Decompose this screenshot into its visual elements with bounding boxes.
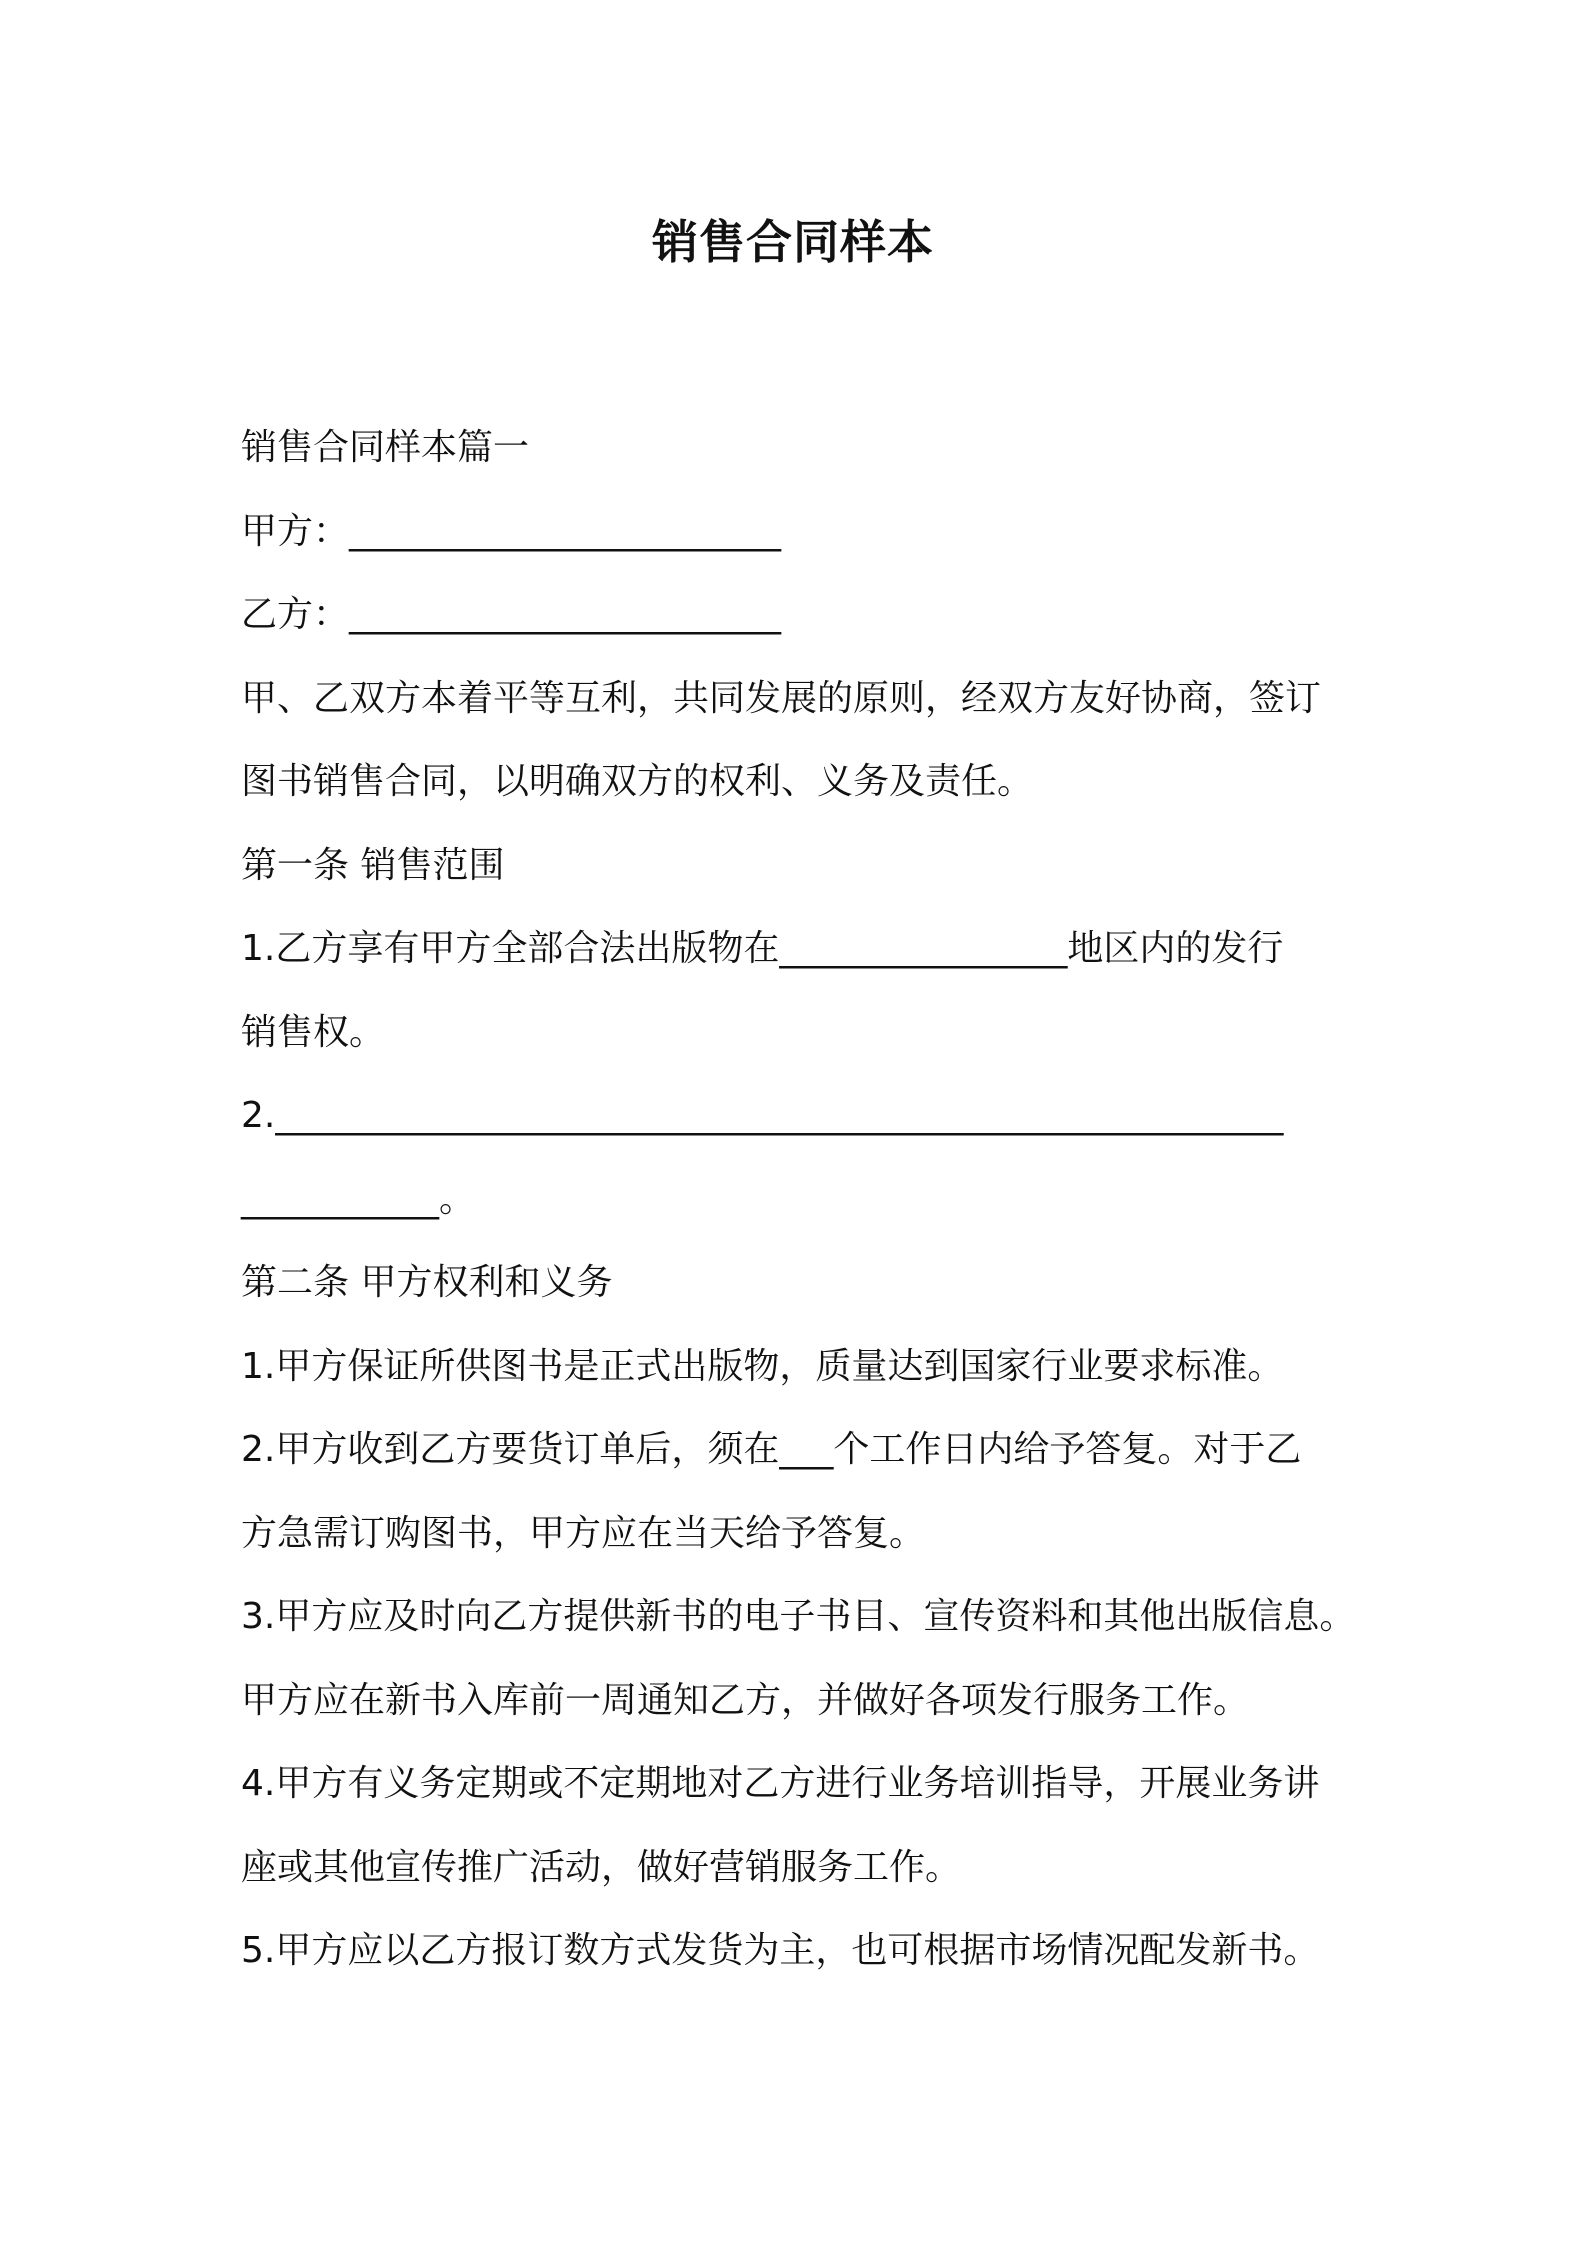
clause-line: 座或其他宣传推广活动，做好营销服务工作。 <box>241 1846 962 1888</box>
clause-line: 2.________________________________________________________ <box>241 1095 1284 1136</box>
clause-line: 5.甲方应以乙方报订数方式发货为主，也可根据市场情况配发新书。 <box>241 1930 1320 1971</box>
clause-line: 2.甲方收到乙方要货订单后，须在___个工作日内给予答复。对于乙 <box>241 1429 1302 1470</box>
clause-line: 方急需订购图书，甲方应在当天给予答复。 <box>241 1512 926 1554</box>
clause-line: 1.甲方保证所供图书是正式出版物，质量达到国家行业要求标准。 <box>241 1345 1284 1387</box>
clause-line: ___________。 <box>241 1178 476 1220</box>
clause-line: 1.乙方享有甲方全部合法出版物在________________地区内的发行 <box>241 928 1284 969</box>
document-body <box>241 406 1361 1993</box>
party-b-line: 乙方：________________________ <box>241 594 782 635</box>
party-a-line: 甲方：________________________ <box>241 510 782 552</box>
clause-line: 销售权。 <box>241 1011 386 1053</box>
section-heading: 销售合同样本篇一 <box>241 427 530 468</box>
document-title: 销售合同样本 <box>652 215 934 269</box>
article-heading: 第二条 甲方权利和义务 <box>241 1262 613 1303</box>
intro-paragraph-line: 图书销售合同，以明确双方的权利、义务及责任。 <box>241 761 1034 802</box>
intro-paragraph-line: 甲、乙双方本着平等互利，共同发展的原则，经双方友好协商，签订 <box>241 677 1322 719</box>
clause-line: 4.甲方有义务定期或不定期地对乙方进行业务培训指导，开展业务讲 <box>241 1763 1320 1804</box>
article-heading: 第一条 销售范围 <box>241 844 505 886</box>
clause-line: 3.甲方应及时向乙方提供新书的电子书目、宣传资料和其他出版信息。 <box>241 1596 1356 1637</box>
clause-line: 甲方应在新书入库前一周通知乙方，并做好各项发行服务工作。 <box>241 1679 1250 1721</box>
